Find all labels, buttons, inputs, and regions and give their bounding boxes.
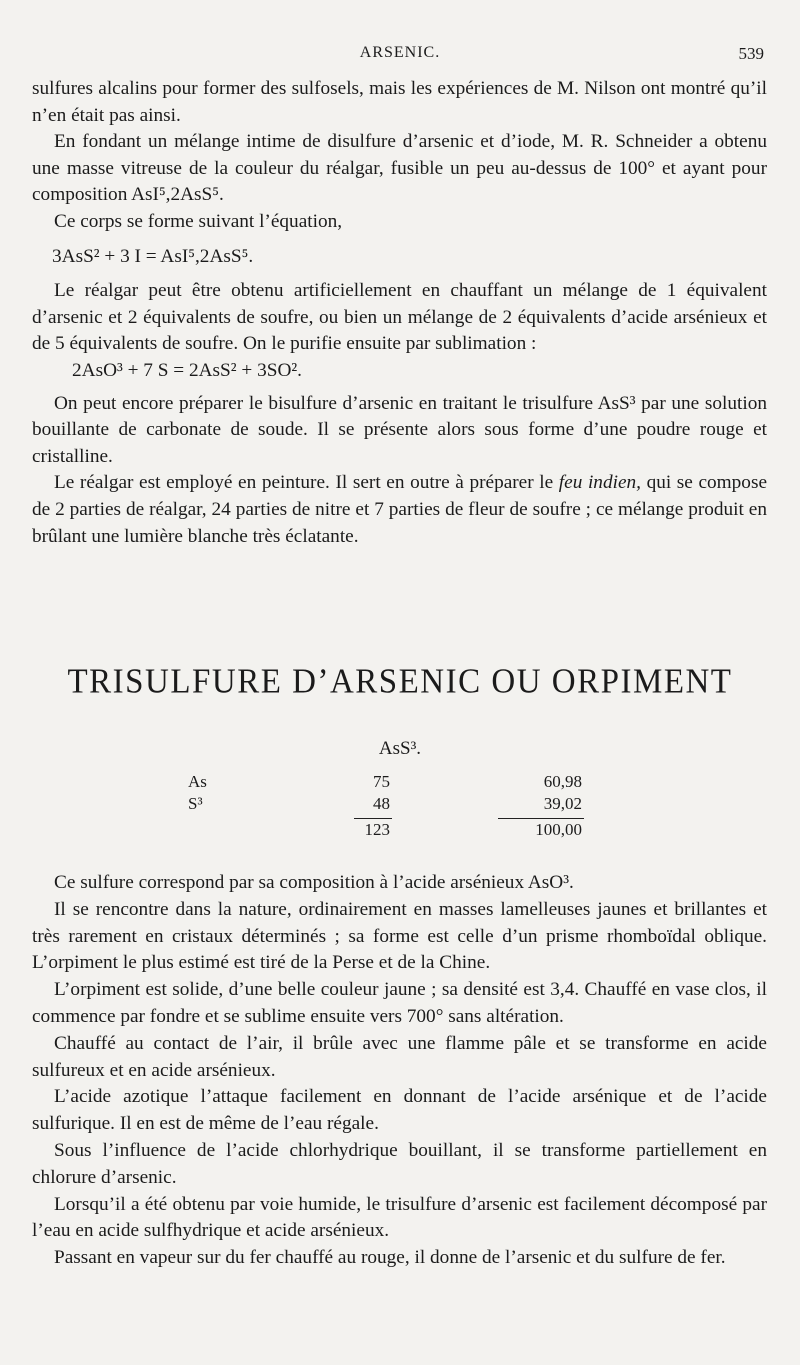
element-percent: 60,98 (543, 772, 582, 791)
paragraph (32, 470, 767, 550)
equation: 3AsS² + 3 I = AsI⁵,2AsS⁵. (52, 245, 254, 267)
composition-table (0, 772, 800, 842)
sum-rule (354, 818, 392, 819)
paragraph: Ce corps se forme suivant l’équation, (54, 210, 343, 232)
paragraph: Le réalgar peut être obtenu artificiellement en chauffant un mélange de 1 équivalent d’arsenic et 2 équivalents de soufre, ou bien un mélange de 2 équivalents d’acide arsénieux et de 5 équivalents de soufre. On le purifie ensuite par sublimation : (32, 280, 767, 355)
chemical-formula: AsS³. (378, 738, 422, 759)
paragraph: En fondant un mélange intime de disulfure d’arsenic et d’iode, M. R. Schneider a obtenu une masse vitreuse de la couleur du réalgar, fusible un peu au-dessus de 100° et ayant pour composition AsI⁵,2AsS⁵. (32, 131, 767, 206)
paragraph: Passant en vapeur sur du fer chauffé au rouge, il donne de l’arsenic et du sulfure de fer. (54, 1247, 726, 1269)
section-title: TRISULFURE D’ARSENIC OU ORPIMENT (67, 663, 733, 701)
paragraph: L’acide azotique l’attaque facilement en donnant de l’acide arsénique et de l’acide sulfurique. Il en est de même de l’eau régale. (32, 1086, 767, 1135)
upper-text-block (32, 76, 767, 550)
paragraph: Chauffé au contact de l’air, il brûle avec une flamme pâle et se transforme en acide sulfureux et en acide arsénieux. (32, 1032, 767, 1081)
paragraph: Il se rencontre dans la nature, ordinairement en masses lamelleuses jaunes et brillantes et très rarement en cristaux déterminés ; sa forme est celle d’un prisme rhomboïdal oblique. L’orpiment le plus estimé est tiré de la Perse et de la Chine. (32, 898, 767, 974)
element-parts: 75 (373, 772, 390, 791)
element-symbol: As (188, 772, 207, 791)
element-percent: 39,02 (543, 794, 582, 813)
paragraph: On peut encore préparer le bisulfure d’arsenic en traitant le trisulfure AsS³ par une solution bouillante de carbonate de soude. Il se présente alors sous forme d’une poudre rouge et cristalline. (32, 392, 767, 467)
running-header (0, 44, 800, 70)
element-parts: 48 (373, 794, 390, 813)
text-run: Le réalgar est employé en peinture. Il sert en outre à préparer le (54, 472, 559, 494)
paragraph: Ce sulfure correspond par sa composition à l’acide arsénieux AsO³. (54, 872, 574, 893)
sum-rule (498, 818, 584, 819)
emphasis-text: feu indien, (558, 472, 641, 494)
paragraph: Sous l’influence de l’acide chlorhydrique bouillant, il se transforme partiellement en chlorure d’arsenic. (32, 1139, 767, 1188)
element-symbol: S³ (188, 794, 203, 813)
text-run: qui se compose de 2 parties de réalgar, 24 parties de nitre et 7 parties de fleur de soufre ; ce mélange produit en brûlant une lumière blanche très éclatante. (32, 472, 768, 547)
total-parts: 123 (364, 820, 390, 839)
equation: 2AsO³ + 7 S = 2AsS² + 3SO². (72, 359, 302, 381)
lower-text-block (32, 870, 767, 1272)
paragraph: Lorsqu’il a été obtenu par voie humide, le trisulfure d’arsenic est facilement décomposé par l’eau en acide sulfhydrique et acide arsénieux. (32, 1193, 767, 1242)
running-title: ARSENIC. (359, 44, 441, 61)
paragraph: L’orpiment est solide, d’une belle couleur jaune ; sa densité est 3,4. Chauffé en vase clos, il commence par fondre et se sublime ensuite vers 700° sans altération. (32, 979, 767, 1027)
paragraph: sulfures alcalins pour former des sulfosels, mais les expériences de M. Nilson ont montré qu’il n’en était pas ainsi. (32, 78, 767, 126)
total-percent: 100,00 (535, 820, 582, 839)
page-number: 539 (738, 44, 764, 63)
